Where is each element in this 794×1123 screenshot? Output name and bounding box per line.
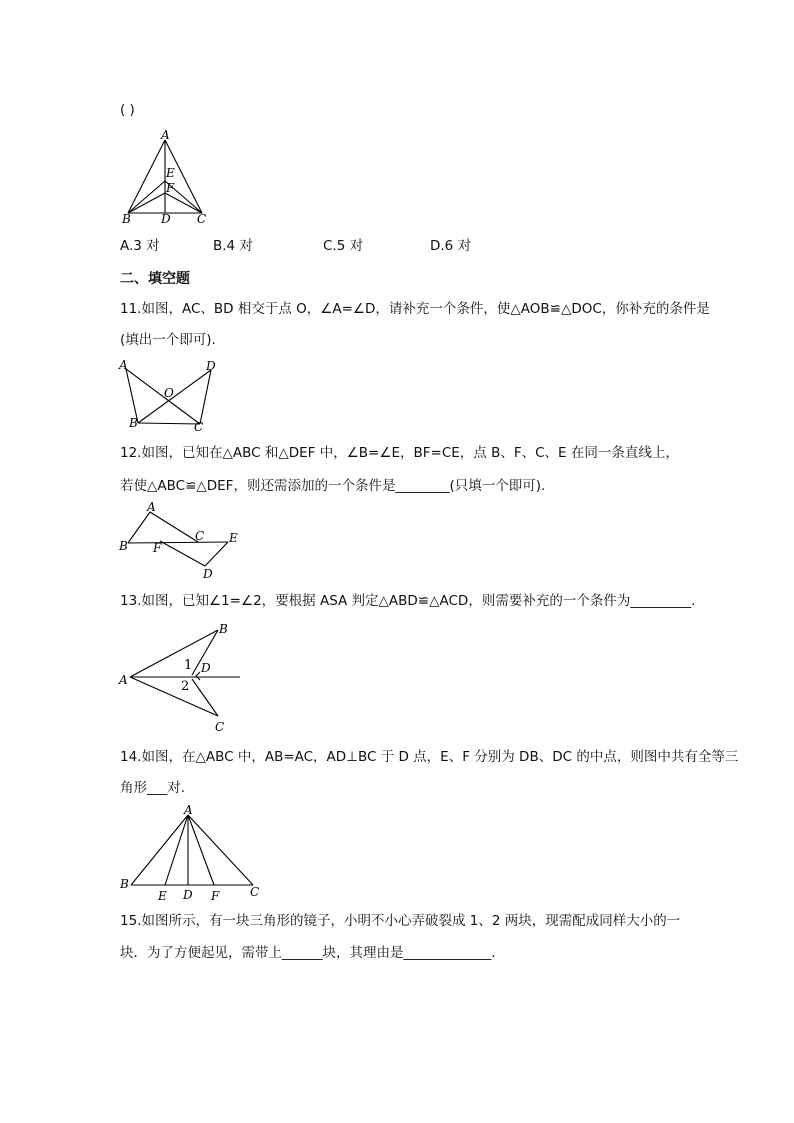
q13-label-a: A	[119, 673, 128, 687]
q12-label-c: C	[195, 529, 205, 543]
q10-option-d: D.6 对	[430, 238, 472, 254]
q11-label-a: A	[119, 358, 128, 372]
q11-label-d: D	[206, 359, 216, 373]
q11-text-line1: 11.如图，AC、BD 相交于点 O，∠A=∠D，请补充一个条件，使△AOB≌△DOC，你补充的条件是	[120, 301, 710, 317]
q12-label-d: D	[203, 567, 213, 581]
q10-option-a: A.3 对	[120, 238, 160, 254]
q15-text-line2: 块．为了方便起见，需带上______块，其理由是_____________.	[120, 945, 496, 961]
q13-label-1: 1	[184, 658, 193, 673]
q15-text-line1: 15.如图所示，有一块三角形的镜子，小明不小心弄破裂成 1、2 两块，现需配成同样大小的一	[120, 913, 681, 929]
q14-label-e: E	[158, 889, 167, 903]
q12-label-b: B	[119, 539, 128, 553]
q11-label-c: C	[194, 420, 204, 434]
q10-label-a: A	[161, 128, 170, 142]
q10-label-e: E	[166, 166, 175, 180]
q10-label-d: D	[161, 212, 171, 226]
q10-option-b: B.4 对	[213, 238, 253, 254]
q13-text-line1: 13.如图，已知∠1=∠2，要根据 ASA 判定△ABD≌△ACD，则需要补充的一个条件为_________.	[120, 593, 696, 609]
q10-paren: ( )	[120, 102, 135, 118]
q10-figure	[118, 128, 218, 228]
section-title: 二、填空题	[120, 271, 190, 287]
q13-label-b: B	[219, 622, 228, 636]
q12-figure	[118, 500, 248, 582]
q13-label-2: 2	[181, 679, 190, 694]
q14-label-c: C	[250, 885, 260, 899]
q10-label-b: B	[122, 212, 131, 226]
q14-text-line2: 角形___对.	[120, 780, 186, 796]
q12-text-line2: 若使△ABC≌△DEF，则还需添加的一个条件是________(只填一个即可).	[120, 478, 546, 494]
q10-label-c: C	[197, 212, 207, 226]
q14-label-f: F	[211, 889, 220, 903]
q13-label-d: D	[201, 661, 211, 675]
q12-label-f: F	[153, 541, 162, 555]
q11-label-o: O	[164, 386, 174, 400]
q13-figure	[118, 618, 248, 736]
q11-figure	[118, 360, 218, 432]
q12-text-line1: 12.如图，已知在△ABC 和△DEF 中，∠B=∠E，BF=CE，点 B、F、C、E 在同一条直线上，	[120, 445, 679, 461]
q11-label-b: B	[129, 416, 138, 430]
q14-label-d: D	[183, 888, 193, 902]
q14-text-line1: 14.如图，在△ABC 中，AB=AC，AD⊥BC 于 D 点，E、F 分别为 DB、DC 的中点，则图中共有全等三	[120, 749, 739, 765]
q14-label-a: A	[184, 803, 193, 817]
q14-figure	[118, 804, 268, 904]
q13-label-c: C	[215, 720, 225, 734]
q10-option-c: C.5 对	[323, 238, 364, 254]
q11-text-line2: (填出一个即可).	[120, 332, 216, 348]
q14-label-b: B	[120, 877, 129, 891]
q12-label-e: E	[229, 531, 238, 545]
q10-label-f: F	[166, 181, 175, 195]
q12-label-a: A	[147, 500, 156, 514]
